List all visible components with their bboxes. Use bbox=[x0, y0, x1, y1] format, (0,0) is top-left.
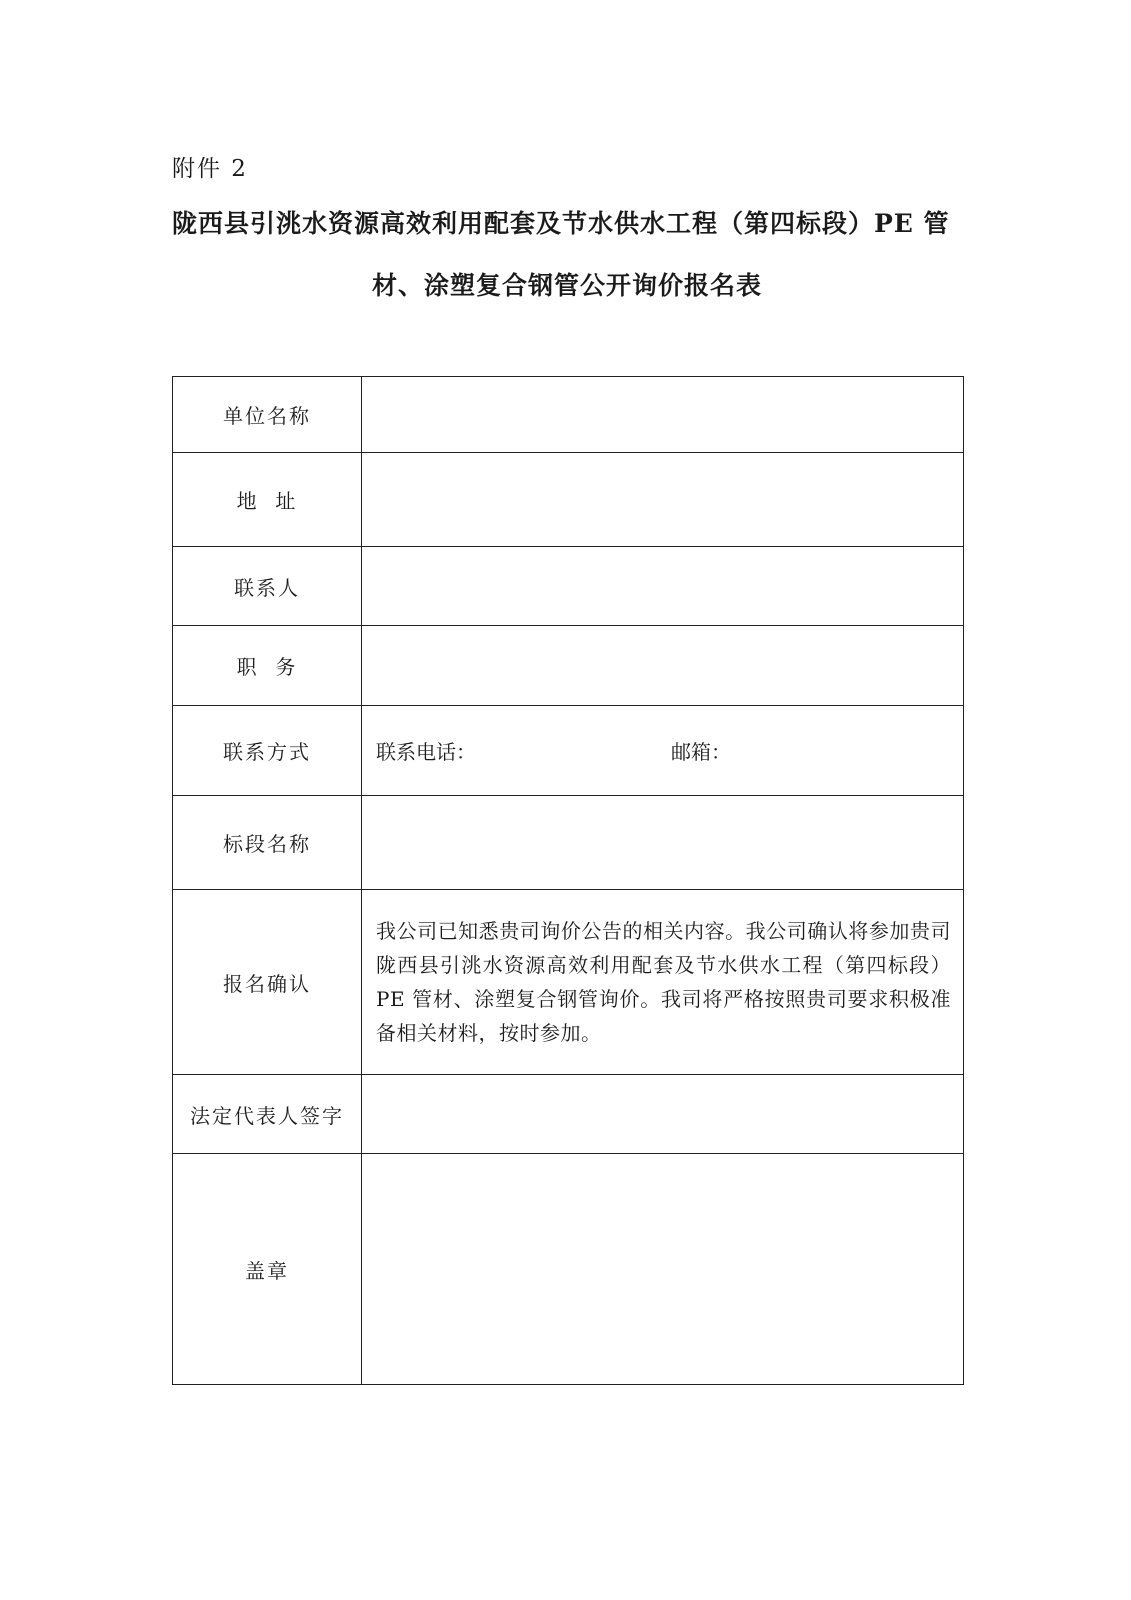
row-section-name bbox=[173, 796, 964, 890]
section-name-label: 标段名称 bbox=[173, 796, 362, 890]
row-contact-person bbox=[173, 547, 964, 626]
registration-confirm-text: 我公司已知悉贵司询价公告的相关内容。我公司确认将参加贵司陇西县引洮水资源高效利用配套及节水供水工程（第四标段）PE 管材、涂塑复合钢管询价。我司将严格按照贵司要求积极准备相关材料，按时参加。 bbox=[376, 919, 951, 1045]
address-label: 地 址 bbox=[173, 453, 362, 547]
contact-method-label: 联系方式 bbox=[173, 706, 362, 796]
row-legal-rep-signature bbox=[173, 1075, 964, 1154]
company-name-field[interactable] bbox=[362, 377, 964, 453]
row-seal bbox=[173, 1154, 964, 1385]
row-address bbox=[173, 453, 964, 547]
address-field[interactable] bbox=[362, 453, 964, 547]
row-company-name bbox=[173, 377, 964, 453]
position-label: 职 务 bbox=[173, 626, 362, 706]
attachment-label: 附件 2 bbox=[172, 156, 248, 182]
email-label: 邮箱： bbox=[671, 740, 731, 764]
company-name-label: 单位名称 bbox=[173, 377, 362, 453]
position-field[interactable] bbox=[362, 626, 964, 706]
contact-person-field[interactable] bbox=[362, 547, 964, 626]
row-registration-confirm bbox=[173, 890, 964, 1075]
row-position bbox=[173, 626, 964, 706]
contact-method-field[interactable] bbox=[362, 706, 964, 796]
section-name-field[interactable] bbox=[362, 796, 964, 890]
registration-confirm-label: 报名确认 bbox=[173, 890, 362, 1075]
legal-rep-signature-field[interactable] bbox=[362, 1075, 964, 1154]
contact-person-label: 联系人 bbox=[173, 547, 362, 626]
seal-field[interactable] bbox=[362, 1154, 964, 1385]
phone-label: 联系电话： bbox=[376, 740, 476, 764]
form-title-line-1: 陇西县引洮水资源高效利用配套及节水供水工程（第四标段）PE 管 bbox=[172, 209, 950, 238]
registration-form-table bbox=[172, 376, 964, 1385]
registration-confirm-cell bbox=[362, 890, 964, 1075]
seal-label: 盖章 bbox=[173, 1154, 362, 1385]
legal-rep-signature-label: 法定代表人签字 bbox=[173, 1075, 362, 1154]
row-contact-method bbox=[173, 706, 964, 796]
form-title-line-2: 材、涂塑复合钢管公开询价报名表 bbox=[371, 271, 762, 300]
